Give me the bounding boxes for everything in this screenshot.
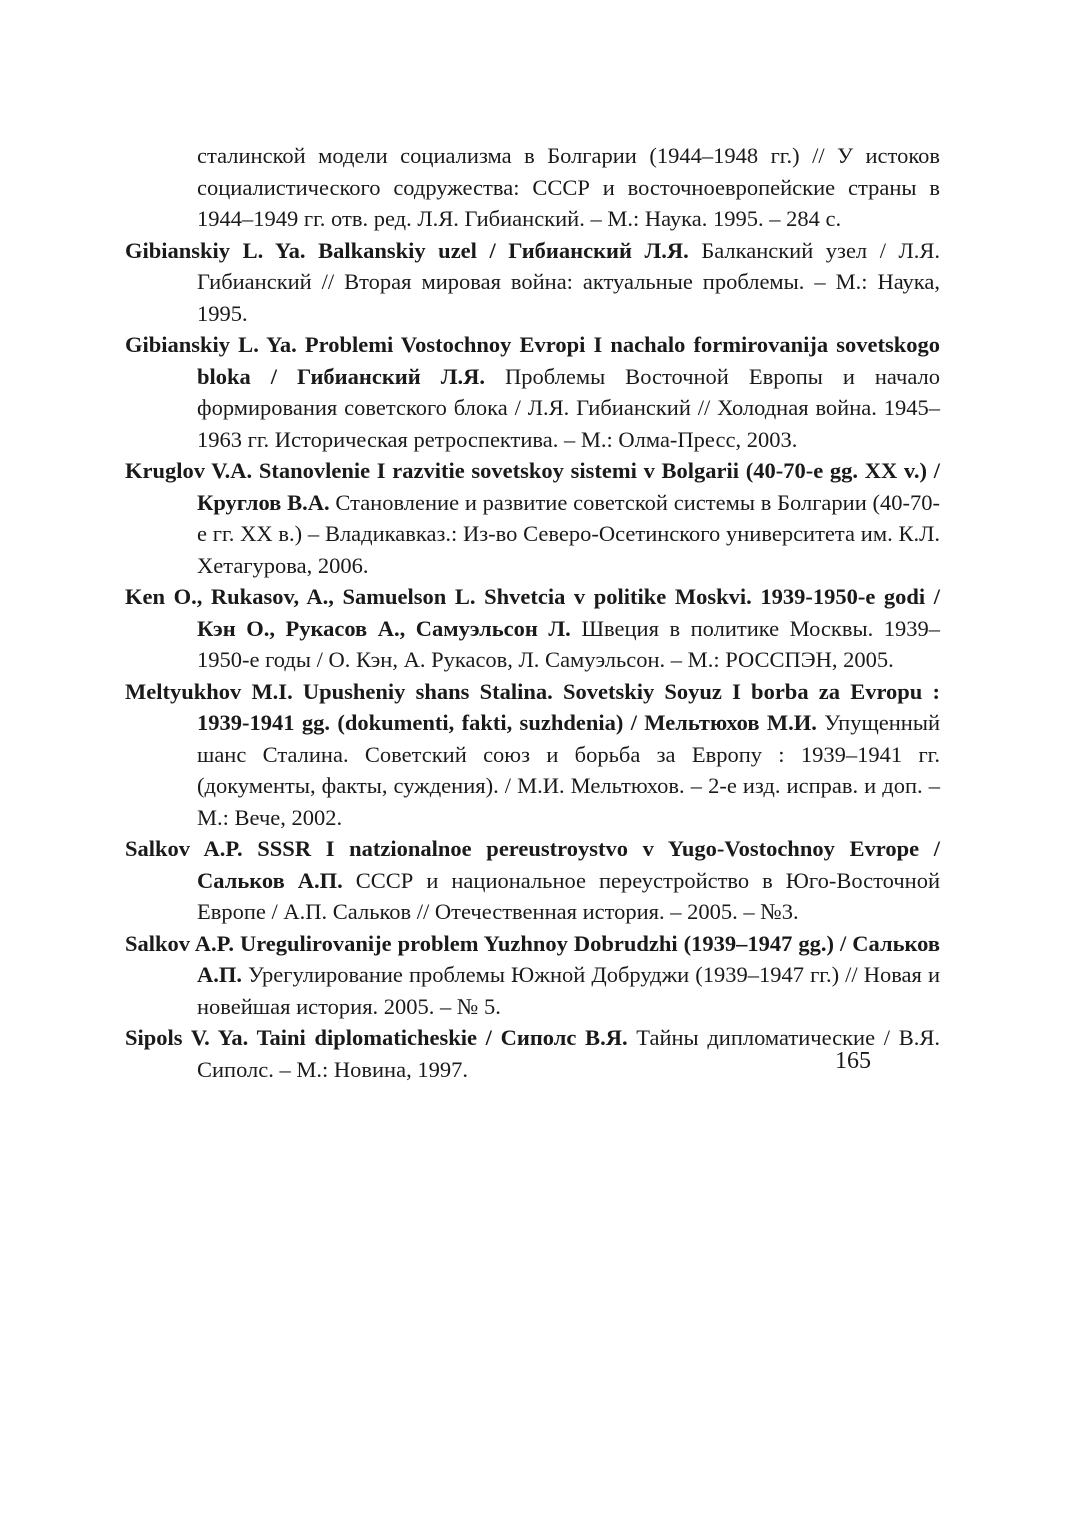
entry-author-title: Salkov A.P. Uregulirovanije problem Yuzhnoy Dobrudzhi (1939–1947 gg.) / Сальков А.П. <box>125 930 940 987</box>
entry-details: Проблемы Восточной Европы и начало формирования советского блока / Л.Я. Гибианский // Холодная война. 1945–1963 гг. Историческая ретроспектива. – М.: Олма-Пресс, 2003. <box>197 363 940 452</box>
entry-author-title: Sipols V. Ya. Taini diplomaticheskie / Сиполс В.Я. <box>125 1025 628 1050</box>
bibliography-entry <box>125 140 940 235</box>
entry-author-title: Kruglov V.A. Stanovlenie I razvitie sovetskoy sistemi v Bolgarii (40-70-e gg. XX v.) / Круглов В.А. <box>125 458 940 515</box>
entry-details: Упущенный шанс Сталина. Советский союз и борьба за Европу : 1939–1941 гг. (документы, факты, суждения). / М.И. Мельтюхов. – 2-е изд. исправ. и доп. – М.: Вече, 2002. <box>197 710 940 830</box>
entry-details: сталинской модели социализма в Болгарии (1944–1948 гг.) // У истоков социалистического содружества: СССР и восточноевропейские страны в 1944–1949 гг. отв. ред. Л.Я. Гибианский. – М.: Наука. 1995. – 284 с. <box>197 143 940 231</box>
bibliography-entry <box>125 833 940 928</box>
bibliography-entry <box>125 581 940 676</box>
entry-author-title: Gibianskiy L. Ya. Problemi Vostochnoy Evropi I nachalo formirovanija sovetskogo bloka / Гибианский Л.Я. <box>125 332 940 389</box>
bibliography-entry <box>125 676 940 834</box>
entry-author-title: Meltyukhov M.I. Upusheniy shans Stalina. Sovetskiy Soyuz I borba za Evropu : 1939-1941 gg. (dokumenti, fakti, suzhdenia) / Мельтюхов М.И. <box>125 678 940 735</box>
bibliography-entry <box>125 235 940 330</box>
bibliography-entry <box>125 1022 940 1085</box>
bibliography-entry <box>125 455 940 581</box>
entry-details: Становление и развитие советской системы в Болгарии (40-70-е гг. XX в.) – Владикавказ.: Из-во Северо-Осетинского университета им. К.Л. Хетагурова, 2006. <box>197 489 941 578</box>
bibliography-entry <box>125 329 940 455</box>
entry-details: СССР и национальное переустройство в Юго-Восточной Европе / А.П. Сальков // Отечественная история. – 2005. – №3. <box>197 867 940 924</box>
entry-details: Балканский узел / Л.Я. Гибианский // Вторая мировая война: актуальные проблемы. – М.: Наука, 1995. <box>197 237 941 326</box>
bibliography-entry <box>125 928 940 1023</box>
entry-author-title: Gibianskiy L. Ya. Balkanskiy uzel / Гибианский Л.Я. <box>125 237 689 263</box>
entry-details: Урегулирование проблемы Южной Добруджи (1939–1947 гг.) // Новая и новейшая история. 2005. – № 5. <box>197 962 940 1019</box>
bibliography-list <box>125 140 940 1085</box>
entry-author-title: Salkov A.P. SSSR I natzionalnoe pereustroystvo v Yugo-Vostochnoy Evrope / Сальков А.П. <box>125 836 940 893</box>
entry-details: Тайны дипломатические / В.Я. Сиполс. – М.: Новина, 1997. <box>197 1025 940 1082</box>
entry-author-title: Ken O., Rukasov, A., Samuelson L. Shvetcia v politike Moskvi. 1939-1950-e godi / Кэн О., Рукасов А., Самуэльсон Л. <box>125 584 940 641</box>
entry-details: Швеция в политике Москвы. 1939–1950-е годы / О. Кэн, А. Рукасов, Л. Самуэльсон. – М.: РОССПЭН, 2005. <box>197 615 940 672</box>
page-number: 165 <box>835 1048 871 1074</box>
